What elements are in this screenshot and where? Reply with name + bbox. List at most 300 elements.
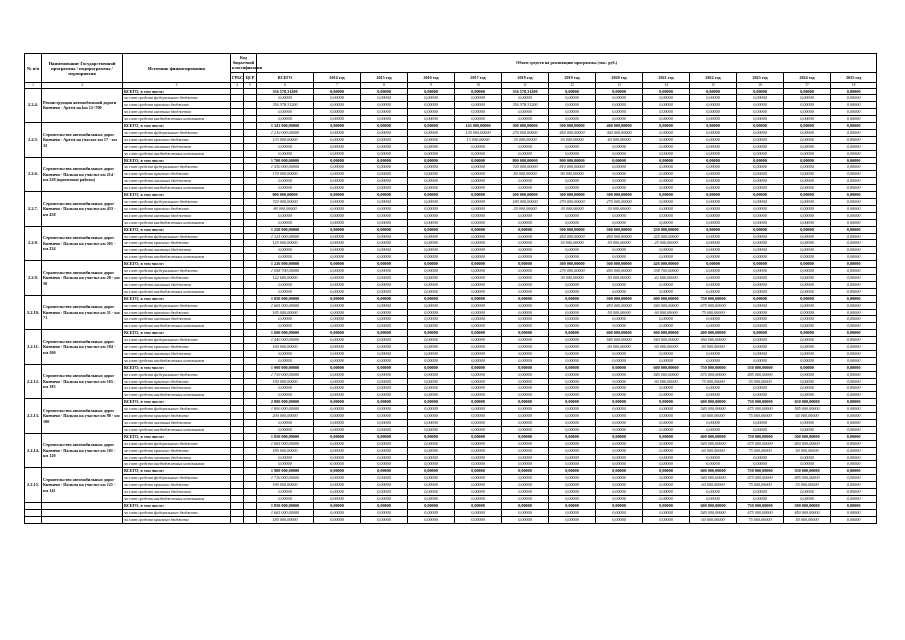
amount-cell: 540 000,00000 (690, 406, 737, 413)
amount-cell: 0,00000 (596, 219, 643, 226)
budget-table (24, 53, 877, 524)
amount-cell: 0,00000 (596, 468, 643, 475)
amount-cell: 1 800 000,00000 (257, 406, 314, 413)
amount-cell: 0,00000 (784, 102, 831, 109)
amount-cell: 0,00000 (690, 489, 737, 496)
amount-cell: 400 000,00000 (596, 123, 643, 130)
csr-cell (244, 502, 257, 509)
table-row (25, 226, 877, 233)
amount-cell: 55 000,00000 (784, 482, 831, 489)
amount-cell: 0,00000 (455, 516, 502, 523)
header-num: № п/п (25, 54, 42, 83)
amount-cell: 0,00000 (408, 309, 455, 316)
grbs-cell (231, 447, 244, 454)
amount-cell: 0,00000 (831, 185, 877, 192)
grbs-cell (231, 385, 244, 392)
funding-source-label: за счет средств краевого бюджета (123, 309, 231, 316)
amount-cell: 0,00000 (502, 185, 549, 192)
grbs-cell (231, 157, 244, 164)
amount-cell: 0,00000 (596, 371, 643, 378)
grbs-cell (231, 102, 244, 109)
amount-cell: 0,00000 (831, 261, 877, 268)
amount-cell: 0,00000 (361, 143, 408, 150)
amount-cell: 0,00000 (831, 281, 877, 288)
amount-cell: 0,00000 (690, 226, 737, 233)
amount-cell: 1 900 000,00000 (257, 468, 314, 475)
amount-cell: 810 000,00000 (549, 164, 596, 171)
grbs-cell (231, 240, 244, 247)
amount-cell: 0,00000 (549, 254, 596, 261)
amount-cell: 0,00000 (361, 482, 408, 489)
amount-cell: 0,00000 (257, 247, 314, 254)
amount-cell: 0,00000 (502, 420, 549, 427)
amount-cell: 0,00000 (549, 461, 596, 468)
program-name: Строительство автомобильных дорог Кневичи - Пальма на участке км 121 - км 141 (42, 468, 123, 503)
csr-cell (244, 143, 257, 150)
csr-cell (244, 288, 257, 295)
amount-cell: 75 000,00000 (690, 309, 737, 316)
amount-cell: 0,00000 (549, 454, 596, 461)
amount-cell: 0,00000 (831, 102, 877, 109)
amount-cell: 0,00000 (408, 116, 455, 123)
amount-cell: 60 000,00000 (643, 344, 690, 351)
amount-cell: 0,00000 (314, 489, 361, 496)
amount-cell: 0,00000 (596, 392, 643, 399)
amount-cell: 0,00000 (455, 150, 502, 157)
funding-source-label: за счет средств федерального бюджета (123, 268, 231, 275)
program-name: Строительство автомобильных дорог Кневичи - Пальма на участке км 214 - км 228 (проектные работы) (42, 157, 123, 192)
amount-cell: 60 000,00000 (690, 447, 737, 454)
amount-cell: 450 000,00000 (596, 268, 643, 275)
amount-cell: 0,00000 (502, 268, 549, 275)
amount-cell: 0,00000 (596, 420, 643, 427)
amount-cell: 0,00000 (784, 129, 831, 136)
csr-cell (244, 399, 257, 406)
amount-cell: 0,00000 (361, 247, 408, 254)
amount-cell: 0,00000 (690, 178, 737, 185)
amount-cell: 0,00000 (408, 489, 455, 496)
table-row (25, 420, 877, 427)
grbs-cell (231, 164, 244, 171)
amount-cell: 0,00000 (455, 116, 502, 123)
amount-cell: 0,00000 (408, 468, 455, 475)
amount-cell: 0,00000 (314, 102, 361, 109)
amount-cell: 0,00000 (314, 433, 361, 440)
amount-cell: 0,00000 (784, 337, 831, 344)
column-index: 12 (549, 83, 596, 89)
program-code: 2.2.5. (25, 123, 42, 158)
amount-cell: 0,00000 (314, 316, 361, 323)
amount-cell: 0,00000 (784, 95, 831, 102)
amount-cell: 0,00000 (257, 426, 314, 433)
csr-cell (244, 344, 257, 351)
amount-cell: 0,00000 (455, 357, 502, 364)
amount-cell: 0,00000 (502, 399, 549, 406)
table-row (25, 88, 877, 95)
amount-cell: 0,00000 (314, 171, 361, 178)
csr-cell (244, 116, 257, 123)
amount-cell: 0,00000 (408, 288, 455, 295)
amount-cell: 0,00000 (737, 295, 784, 302)
amount-cell: 360 000,00000 (596, 129, 643, 136)
amount-cell: 300 000,00000 (549, 192, 596, 199)
amount-cell: 0,00000 (784, 295, 831, 302)
table-row (25, 240, 877, 247)
funding-source-label: за счет средств внебюджетных источников (123, 323, 231, 330)
amount-cell: 600 000,00000 (643, 364, 690, 371)
amount-cell: 0,00000 (737, 129, 784, 136)
amount-cell: 0,00000 (361, 489, 408, 496)
amount-cell: 170 000,00000 (257, 171, 314, 178)
amount-cell: 0,00000 (690, 420, 737, 427)
amount-cell: 0,00000 (502, 350, 549, 357)
amount-cell: 0,00000 (257, 109, 314, 116)
funding-source-label: за счет средств внебюджетных источников (123, 219, 231, 226)
amount-cell: 0,00000 (549, 323, 596, 330)
amount-cell: 0,00000 (502, 475, 549, 482)
amount-cell: 0,00000 (502, 378, 549, 385)
header-grbs: ГРБС (231, 72, 244, 82)
amount-cell: 200 000,00000 (502, 192, 549, 199)
amount-cell: 0,00000 (784, 350, 831, 357)
amount-cell: 0,00000 (643, 316, 690, 323)
amount-cell: 0,00000 (737, 185, 784, 192)
funding-source-label: ВСЕГО, в том числе: (123, 399, 231, 406)
amount-cell: 0,00000 (314, 185, 361, 192)
header-volume: Объем средств на реализацию программы (тыс. руб.) (257, 54, 877, 73)
amount-cell: 0,00000 (596, 364, 643, 371)
amount-cell: 185 000,00000 (257, 447, 314, 454)
amount-cell: 0,00000 (690, 392, 737, 399)
amount-cell: 0,00000 (784, 192, 831, 199)
amount-cell: 0,00000 (737, 309, 784, 316)
program-code: 2.2.9. (25, 261, 42, 296)
amount-cell: 0,00000 (643, 495, 690, 502)
grbs-cell (231, 109, 244, 116)
table-row (25, 261, 877, 268)
amount-cell: 600 000,00000 (643, 295, 690, 302)
amount-cell: 50 000,00000 (784, 447, 831, 454)
amount-cell: 0,00000 (502, 357, 549, 364)
amount-cell: 0,00000 (361, 288, 408, 295)
amount-cell: 0,00000 (549, 116, 596, 123)
amount-cell: 0,00000 (408, 454, 455, 461)
amount-cell: 190 000,00000 (257, 378, 314, 385)
table-row (25, 192, 877, 199)
amount-cell: 0,00000 (549, 150, 596, 157)
amount-cell: 0,00000 (784, 489, 831, 496)
amount-cell: 0,00000 (408, 261, 455, 268)
amount-cell: 0,00000 (690, 281, 737, 288)
amount-cell: 0,00000 (737, 212, 784, 219)
column-index: 17 (784, 83, 831, 89)
amount-cell: 0,00000 (643, 95, 690, 102)
amount-cell: 0,00000 (831, 268, 877, 275)
grbs-cell (231, 392, 244, 399)
amount-cell: 0,00000 (549, 309, 596, 316)
amount-cell: 0,00000 (831, 426, 877, 433)
amount-cell: 0,00000 (831, 385, 877, 392)
table-row (25, 150, 877, 157)
amount-cell: 0,00000 (502, 274, 549, 281)
amount-cell: 0,00000 (831, 357, 877, 364)
amount-cell: 0,00000 (361, 502, 408, 509)
amount-cell: 0,00000 (643, 205, 690, 212)
grbs-cell (231, 247, 244, 254)
amount-cell: 0,00000 (690, 495, 737, 502)
amount-cell: 600 000,00000 (596, 330, 643, 337)
amount-cell: 0,00000 (737, 254, 784, 261)
amount-cell: 0,00000 (549, 109, 596, 116)
csr-cell (244, 461, 257, 468)
amount-cell: 0,00000 (737, 102, 784, 109)
header-year: 2024 год (784, 72, 831, 82)
program-name: Строительство автомобильных дорог Кневичи - Пальма на участке км 101 - км 120 (42, 433, 123, 468)
funding-source-label: за счет средств федерального бюджета (123, 440, 231, 447)
amount-cell: 0,00000 (831, 129, 877, 136)
funding-source-label: за счет средств внебюджетных источников (123, 392, 231, 399)
table-row (25, 274, 877, 281)
amount-cell: 0,00000 (690, 454, 737, 461)
amount-cell: 0,00000 (502, 316, 549, 323)
table-row (25, 288, 877, 295)
amount-cell: 0,00000 (455, 157, 502, 164)
amount-cell: 450 000,00000 (784, 440, 831, 447)
csr-cell (244, 95, 257, 102)
amount-cell: 0,00000 (831, 420, 877, 427)
amount-cell: 0,00000 (502, 295, 549, 302)
csr-cell (244, 178, 257, 185)
amount-cell: 0,00000 (737, 143, 784, 150)
amount-cell: 0,00000 (361, 178, 408, 185)
amount-cell: 0,00000 (314, 516, 361, 523)
amount-cell: 1 900 000,00000 (257, 364, 314, 371)
amount-cell: 0,00000 (408, 192, 455, 199)
amount-cell: 0,00000 (737, 344, 784, 351)
table-row (25, 102, 877, 109)
amount-cell: 0,00000 (257, 385, 314, 392)
amount-cell: 0,00000 (408, 440, 455, 447)
amount-cell: 0,00000 (690, 129, 737, 136)
amount-cell: 0,00000 (502, 413, 549, 420)
funding-source-label: за счет средств местных бюджетов (123, 385, 231, 392)
grbs-cell (231, 143, 244, 150)
amount-cell: 60 000,00000 (643, 309, 690, 316)
amount-cell: 0,00000 (784, 123, 831, 130)
amount-cell: 0,00000 (257, 420, 314, 427)
amount-cell: 0,00000 (314, 399, 361, 406)
amount-cell: 0,00000 (257, 489, 314, 496)
table-row (25, 433, 877, 440)
funding-source-label: за счет средств федерального бюджета (123, 164, 231, 171)
amount-cell: 0,00000 (784, 495, 831, 502)
grbs-cell (231, 192, 244, 199)
amount-cell: 0,00000 (831, 247, 877, 254)
table-row (25, 123, 877, 130)
csr-cell (244, 88, 257, 95)
amount-cell: 0,00000 (690, 274, 737, 281)
funding-source-label: за счет средств федерального бюджета (123, 199, 231, 206)
amount-cell: 0,00000 (643, 143, 690, 150)
amount-cell: 0,00000 (314, 261, 361, 268)
amount-cell: 356 578,31200 (257, 88, 314, 95)
amount-cell: 0,00000 (314, 330, 361, 337)
grbs-cell (231, 254, 244, 261)
amount-cell: 0,00000 (361, 378, 408, 385)
amount-cell: 540 000,00000 (643, 337, 690, 344)
amount-cell: 0,00000 (643, 109, 690, 116)
csr-cell (244, 268, 257, 275)
amount-cell: 675 000,00000 (690, 371, 737, 378)
amount-cell: 0,00000 (455, 406, 502, 413)
amount-cell: 0,00000 (643, 164, 690, 171)
amount-cell: 0,00000 (502, 309, 549, 316)
table-row (25, 344, 877, 351)
amount-cell: 0,00000 (257, 281, 314, 288)
csr-cell (244, 350, 257, 357)
table-row (25, 323, 877, 330)
amount-cell: 0,00000 (408, 371, 455, 378)
amount-cell: 0,00000 (549, 378, 596, 385)
amount-cell: 0,00000 (257, 454, 314, 461)
amount-cell: 0,00000 (737, 150, 784, 157)
amount-cell: 50 000,00000 (549, 240, 596, 247)
amount-cell: 0,00000 (455, 371, 502, 378)
amount-cell: 0,00000 (596, 440, 643, 447)
amount-cell: 0,00000 (643, 413, 690, 420)
amount-cell: 0,00000 (502, 240, 549, 247)
amount-cell: 720 000,00000 (257, 199, 314, 206)
amount-cell: 0,00000 (314, 482, 361, 489)
amount-cell: 60 000,00000 (690, 482, 737, 489)
amount-cell: 0,00000 (361, 316, 408, 323)
amount-cell: 0,00000 (831, 254, 877, 261)
amount-cell: 0,00000 (455, 261, 502, 268)
grbs-cell (231, 461, 244, 468)
amount-cell: 0,00000 (455, 323, 502, 330)
amount-cell: 0,00000 (643, 406, 690, 413)
amount-cell: 0,00000 (643, 482, 690, 489)
amount-cell: 0,00000 (408, 199, 455, 206)
amount-cell: 500 000,00000 (549, 123, 596, 130)
amount-cell: 0,00000 (455, 489, 502, 496)
table-row (25, 371, 877, 378)
amount-cell: 0,00000 (361, 350, 408, 357)
amount-cell: 500 000,00000 (596, 295, 643, 302)
amount-cell: 0,00000 (643, 385, 690, 392)
amount-cell: 0,00000 (831, 178, 877, 185)
amount-cell: 0,00000 (549, 330, 596, 337)
amount-cell: 60 000,00000 (690, 413, 737, 420)
amount-cell: 0,00000 (314, 157, 361, 164)
amount-cell: 1 530 000,00000 (257, 164, 314, 171)
amount-cell: 0,00000 (455, 447, 502, 454)
amount-cell: 675 000,00000 (737, 406, 784, 413)
program-name (42, 516, 123, 523)
column-index: 9 (408, 83, 455, 89)
amount-cell: 0,00000 (361, 205, 408, 212)
table-row (25, 116, 877, 123)
amount-cell: 0,00000 (831, 468, 877, 475)
amount-cell: 360 000,00000 (690, 337, 737, 344)
csr-cell (244, 475, 257, 482)
amount-cell: 130 000,00000 (455, 129, 502, 136)
amount-cell: 0,00000 (690, 261, 737, 268)
table-row (25, 136, 877, 143)
amount-cell: 0,00000 (257, 461, 314, 468)
amount-cell: 0,00000 (361, 240, 408, 247)
amount-cell: 0,00000 (408, 461, 455, 468)
amount-cell: 200 000,00000 (257, 413, 314, 420)
amount-cell: 0,00000 (314, 240, 361, 247)
amount-cell: 0,00000 (361, 461, 408, 468)
amount-cell: 0,00000 (408, 385, 455, 392)
amount-cell: 0,00000 (690, 171, 737, 178)
amount-cell: 0,00000 (690, 88, 737, 95)
amount-cell: 0,00000 (502, 261, 549, 268)
table-row (25, 385, 877, 392)
program-code: 2.2.13. (25, 399, 42, 434)
amount-cell: 75 000,00000 (737, 482, 784, 489)
amount-cell: 338 700,00000 (643, 268, 690, 275)
amount-cell: 0,00000 (314, 378, 361, 385)
amount-cell: 1 850 000,00000 (257, 433, 314, 440)
amount-cell: 0,00000 (596, 357, 643, 364)
grbs-cell (231, 350, 244, 357)
header-year: 2025 год (831, 72, 877, 82)
amount-cell: 600 000,00000 (690, 502, 737, 509)
amount-cell: 540 000,00000 (690, 475, 737, 482)
amount-cell: 0,00000 (502, 364, 549, 371)
table-row (25, 378, 877, 385)
amount-cell: 0,00000 (690, 385, 737, 392)
amount-cell: 0,00000 (784, 261, 831, 268)
amount-cell: 0,00000 (737, 88, 784, 95)
amount-cell: 0,00000 (831, 440, 877, 447)
amount-cell: 675 000,00000 (737, 440, 784, 447)
amount-cell: 0,00000 (737, 95, 784, 102)
grbs-cell (231, 205, 244, 212)
amount-cell: 0,00000 (408, 281, 455, 288)
amount-cell: 0,00000 (737, 495, 784, 502)
amount-cell: 0,00000 (596, 178, 643, 185)
amount-cell: 0,00000 (784, 309, 831, 316)
amount-cell: 0,00000 (408, 364, 455, 371)
funding-source-label: ВСЕГО, в том числе: (123, 468, 231, 475)
amount-cell: 0,00000 (361, 454, 408, 461)
amount-cell: 0,00000 (314, 468, 361, 475)
amount-cell: 450 000,00000 (549, 129, 596, 136)
column-index: 10 (455, 83, 502, 89)
amount-cell: 1 210 000,00000 (257, 129, 314, 136)
amount-cell: 750 000,00000 (737, 502, 784, 509)
amount-cell: 0,00000 (408, 157, 455, 164)
header-year: 2016 год (408, 72, 455, 82)
amount-cell: 0,00000 (361, 116, 408, 123)
amount-cell: 0,00000 (831, 288, 877, 295)
table-row (25, 185, 877, 192)
amount-cell: 0,00000 (831, 136, 877, 143)
amount-cell: 0,00000 (314, 495, 361, 502)
funding-source-label: за счет средств федерального бюджета (123, 371, 231, 378)
amount-cell: 0,00000 (408, 357, 455, 364)
grbs-cell (231, 129, 244, 136)
amount-cell: 0,00000 (831, 344, 877, 351)
table-row (25, 516, 877, 523)
amount-cell: 0,00000 (502, 489, 549, 496)
amount-cell: 0,00000 (314, 295, 361, 302)
amount-cell: 0,00000 (361, 274, 408, 281)
